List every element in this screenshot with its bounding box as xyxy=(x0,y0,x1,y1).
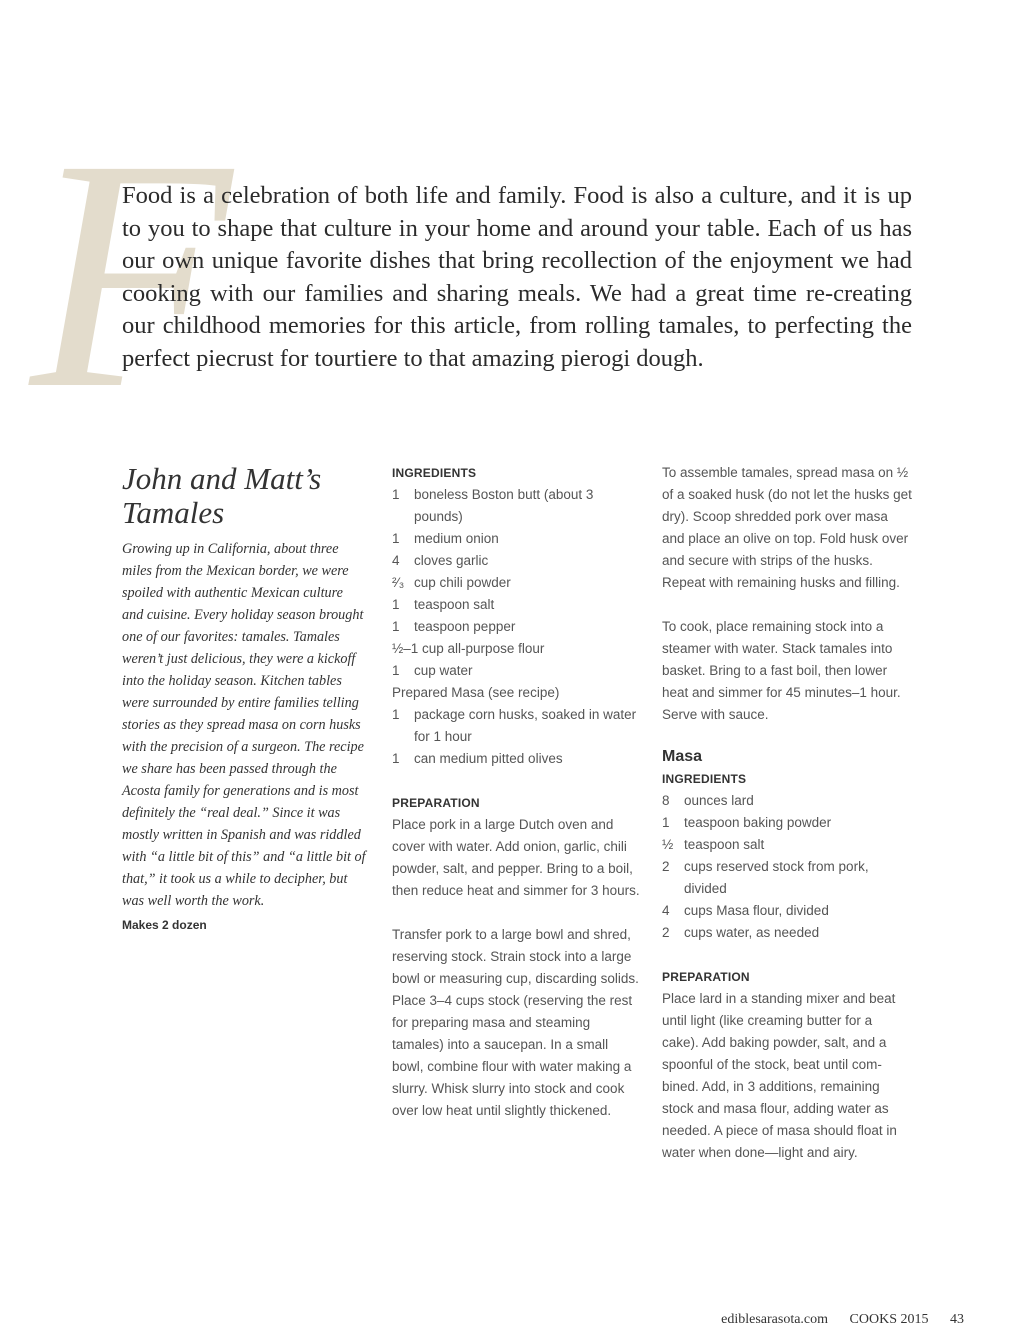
preparation-step: To cook, place remaining stock into a steamer with water. Stack tamales into basket. Bring to a fast boil, then lower heat and simmer for 45 minutes–1 hour. Serve with sauce. xyxy=(662,619,901,722)
ingredient-item xyxy=(662,900,912,922)
ingredient-text: medium onion xyxy=(414,531,499,546)
ingredient-text: ounces lard xyxy=(684,793,754,808)
ingredient-qty: ²⁄₃ xyxy=(392,575,405,590)
ingredient-item xyxy=(392,484,642,528)
ingredient-item xyxy=(662,812,912,834)
intro-paragraph: Food is a celebration of both life and family. Food is also a culture, and it is up to you to shape that culture in your home and around your table. Each of us has our own unique favorite dishes that bring recollection of the enjoyment we had cooking with our families and sharing meals. We had a great time re-creating our childhood memories for this article, from rolling tamales, to perfecting the perfect piecrust for tourtiere to that amazing pierogi dough. xyxy=(122,182,912,372)
ingredient-item xyxy=(392,660,642,682)
ingredient-text: package corn husks, soaked in water for 1 hour xyxy=(414,707,637,744)
ingredient-qty: 8 xyxy=(662,793,670,808)
ingredient-qty: 1 xyxy=(392,487,400,502)
masa-ingredients-heading: INGREDIENTS xyxy=(662,772,747,786)
preparation-heading: PREPARATION xyxy=(392,796,480,810)
recipe-yield: Makes 2 dozen xyxy=(122,918,207,932)
recipe-title xyxy=(122,462,367,530)
ingredient-qty: ½ xyxy=(662,837,674,852)
preparation-step: Place pork in a large Dutch oven and cover with water. Add onion, garlic, chili powder, salt, and pepper. Bring to a boil, then reduce heat and simmer for 3 hours. xyxy=(392,817,640,898)
page-footer xyxy=(703,1312,964,1328)
ingredient-qty: 1 xyxy=(392,707,400,722)
ingredient-text: cups reserved stock from pork, divided xyxy=(684,859,869,896)
ingredient-item-masa: Prepared Masa (see recipe) xyxy=(392,685,560,700)
masa-title: Masa xyxy=(662,748,703,765)
ingredients-heading: INGREDIENTS xyxy=(392,466,477,480)
masa-preparation-step: Place lard in a standing mixer and beat until light (like creaming butter for a cake). Add baking powder, salt, and a spoonful of the stock, beat until combined. Add, in 3 additions, remaining stock and masa flour, adding water as needed. A piece of masa should float in water when done—light and airy. xyxy=(662,991,897,1160)
ingredient-qty: 1 xyxy=(392,597,400,612)
ingredient-text: teaspoon baking powder xyxy=(684,815,832,830)
recipe-title-line1: John and Matt’s xyxy=(122,461,322,496)
recipe-title-line2: Tamales xyxy=(122,495,225,530)
footer-issue: COOKS 2015 xyxy=(849,1312,929,1327)
ingredient-qty: 1 xyxy=(392,619,400,634)
ingredient-qty: 2 xyxy=(662,859,670,874)
ingredient-qty: 2 xyxy=(662,925,670,940)
ingredient-text: teaspoon salt xyxy=(684,837,765,852)
ingredient-item xyxy=(392,528,642,550)
ingredient-text: can medium pitted olives xyxy=(414,751,563,766)
page-number: 43 xyxy=(950,1312,964,1327)
ingredient-text: cup water xyxy=(414,663,473,678)
ingredient-qty: 1 xyxy=(392,663,400,678)
ingredient-qty: 1 xyxy=(392,531,400,546)
ingredient-item xyxy=(392,594,642,616)
recipe-intro-column xyxy=(122,462,367,932)
ingredient-item xyxy=(662,856,912,900)
ingredient-item xyxy=(662,790,912,812)
ingredient-item xyxy=(392,616,642,638)
ingredient-qty: 4 xyxy=(392,553,400,568)
preparation-step: To assemble tamales, spread masa on ½ of a soaked husk (do not let the husks get dry). Scoop shredded pork over masa and place an olive on top. Fold husk over and secure with strips of the husks. Repeat with remaining husks and filling. xyxy=(662,465,912,590)
footer-site: ediblesarasota.com xyxy=(721,1312,829,1327)
intro-section xyxy=(122,180,912,375)
ingredient-item-flour: ½–1 cup all-purpose flour xyxy=(392,641,545,656)
decorative-drop-cap: F xyxy=(30,92,232,457)
ingredient-item xyxy=(392,748,642,770)
tamales-ingredients-column xyxy=(392,462,642,1122)
ingredient-text: cloves garlic xyxy=(414,553,489,568)
tamales-assembly-column xyxy=(662,462,912,1164)
ingredient-item xyxy=(662,922,912,944)
ingredient-qty: 1 xyxy=(662,815,670,830)
preparation-step: Transfer pork to a large bowl and shred, reserving stock. Strain stock into a large bowl or measuring cup, discarding solids. Place 3–4 cups stock (reserving the rest for preparing masa and steaming tamales) into a saucepan. In a small bowl, combine flour with water making a slurry. Whisk slurry into stock and cook over low heat until slightly thickened. xyxy=(392,927,639,1118)
ingredient-qty: 4 xyxy=(662,903,670,918)
ingredient-qty: 1 xyxy=(392,751,400,766)
recipe-story: Growing up in California, about three miles from the Mexican border, we were spoiled with authentic Mexican culture and cuisine. Every holiday season brought one of our favorites: tamales. Tamales weren’t just delicious, they were a kickoff into the holiday season. Kitchen tables were surrounded by entire families telling stories as they spread masa on corn husks with the precision of a surgeon. The recipe we share has been passed through the Acosta family for generations and is most definitely the “real deal.” Since it was mostly written in Spanish and was riddled with “a little bit of this” and “a little bit of that,” it took us a while to decipher, but was well worth the work. xyxy=(122,541,366,909)
ingredient-text: teaspoon pepper xyxy=(414,619,516,634)
ingredient-item xyxy=(392,704,642,748)
ingredient-text: teaspoon salt xyxy=(414,597,495,612)
ingredient-item xyxy=(662,834,912,856)
masa-preparation-heading: PREPARATION xyxy=(662,970,750,984)
ingredient-text: cups Masa flour, divided xyxy=(684,903,829,918)
ingredient-text: boneless Boston butt (about 3 pounds) xyxy=(414,487,594,524)
ingredient-text: cup chili powder xyxy=(414,575,511,590)
ingredient-text: cups water, as needed xyxy=(684,925,820,940)
ingredient-item xyxy=(392,572,642,594)
ingredient-item xyxy=(392,550,642,572)
